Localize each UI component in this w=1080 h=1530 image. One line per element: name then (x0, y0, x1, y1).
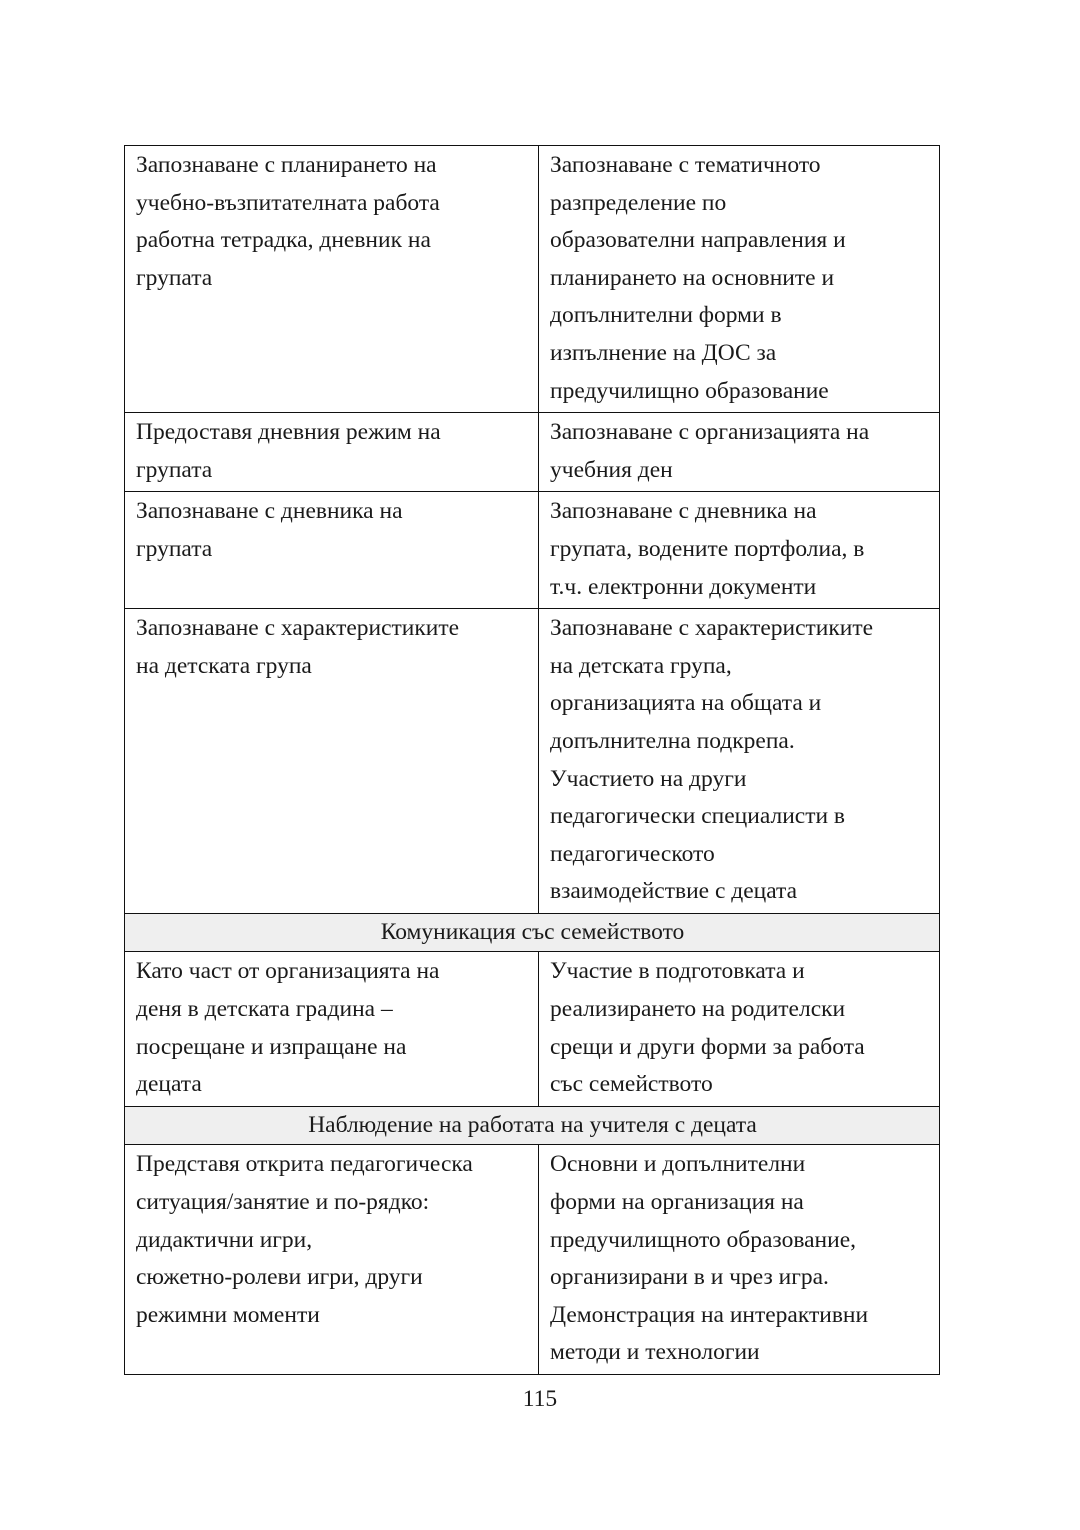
table-row (125, 492, 940, 609)
section-header-row (125, 913, 940, 952)
section-header-teacher-observation: Наблюдение на работата на учителя с децата (125, 1106, 940, 1145)
table-row (125, 146, 940, 413)
table-cell-right: Основни и допълнителни форми на организация на предучилищното образование, организирани в и чрез игра. Демонстрация на интерактивни методи и технологии (539, 1145, 940, 1375)
table-row (125, 609, 940, 914)
table-cell-left: Запознаване с характеристиките на детската група (125, 609, 539, 914)
table-cell-right: Запознаване с дневника на групата, водените портфолиа, в т.ч. електронни документи (539, 492, 940, 609)
table-cell-right: Запознаване с тематичното разпределение по образователни направления и планирането на основните и допълнителни форми в изпълнение на ДОС за предучилищно образование (539, 146, 940, 413)
table-cell-right: Участие в подготовката и реализирането на родителски срещи и други форми за работа със семейството (539, 952, 940, 1106)
table-row (125, 1145, 940, 1375)
section-header-family-communication: Комуникация със семейството (125, 913, 940, 952)
table-cell-left: Предоставя дневния режим на групата (125, 413, 539, 492)
table-row (125, 413, 940, 492)
practice-table (124, 145, 940, 1375)
table-row (125, 952, 940, 1106)
page-number: 115 (522, 1386, 558, 1412)
table-cell-left: Запознаване с планирането на учебно-възпитателната работа работна тетрадка, дневник на групата (125, 146, 539, 413)
table-cell-left: Като част от организацията на деня в детската градина – посрещане и изпращане на децата (125, 952, 539, 1106)
table-cell-left: Представя открита педагогическа ситуация/занятие и по-рядко: дидактични игри, сюжетно-ролеви игри, други режимни моменти (125, 1145, 539, 1375)
table-cell-right: Запознаване с характеристиките на детската група, организацията на общата и допълнителна подкрепа. Участието на други педагогически специалисти в педагогическото взаимодействие с децата (539, 609, 940, 914)
table-cell-right: Запознаване с организацията на учебния ден (539, 413, 940, 492)
section-header-row (125, 1106, 940, 1145)
table-cell-left: Запознаване с дневника на групата (125, 492, 539, 609)
